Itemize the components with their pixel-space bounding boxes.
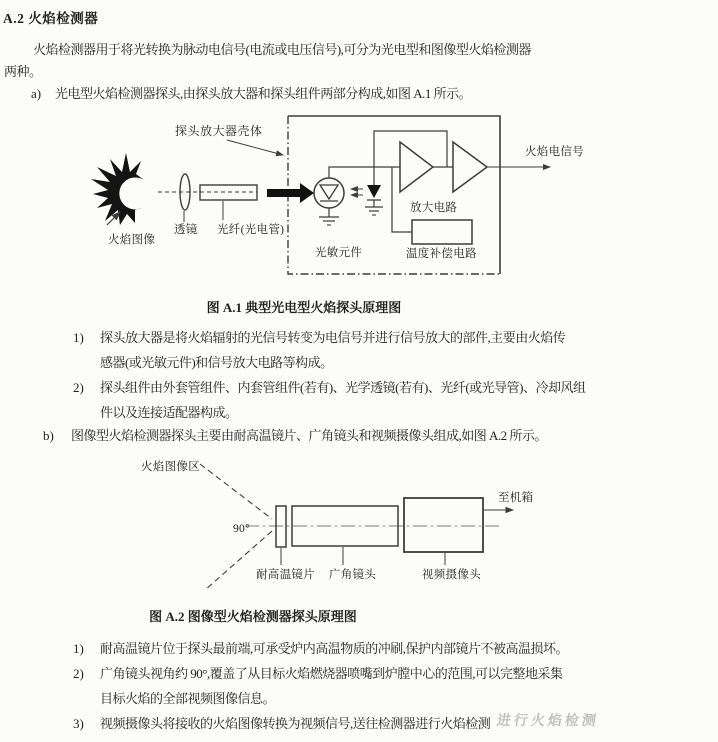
cone-upper-dashed-line	[200, 464, 272, 519]
scan-watermark: 进行火焰检测	[495, 714, 600, 729]
item-a-marker: a)	[31, 86, 42, 101]
flame-image-label: 火焰图像	[108, 234, 156, 246]
item-b-marker: b)	[43, 428, 54, 443]
temp-comp-label: 温度补偿电路	[406, 248, 477, 260]
figure-a1-caption: 图 A.1 典型光电型火焰探头原理图	[206, 300, 402, 315]
fig1-note1-line2: 感器(或光敏元件)和信号放大电路等构成。	[100, 355, 333, 370]
photodiode-symbol	[314, 178, 344, 208]
heat-lens-label: 耐高温镜片	[256, 569, 315, 581]
camera-rect	[404, 498, 483, 552]
wire-to-temp-comp	[392, 167, 412, 232]
amplifier-label: 放大电路	[410, 202, 458, 214]
fig1-note1-marker: 1)	[73, 330, 84, 345]
item-a-text: 光电型火焰检测器探头,由探头放大器和探头组件两部分构成,如图 A.1 所示。	[55, 86, 472, 101]
fig2-note2-line2: 目标火焰的全部视频图像信息。	[100, 691, 276, 706]
fiber-label: 光纤(光电管)	[217, 224, 285, 236]
amplifier-triangle-2	[453, 142, 487, 192]
flame-zone-label: 火焰图像区	[141, 461, 200, 473]
fig1-note2-line1: 探头组件由外套管组件、内套管组件(若有)、光学透镜(若有)、光纤(或光导管)、冷却风组	[100, 380, 586, 395]
light-input-arrow	[267, 183, 314, 203]
fig2-note2-marker: 2)	[73, 666, 84, 681]
fig2-note1-marker: 1)	[73, 641, 84, 656]
fig2-note1-line1: 耐高温镜片位于探头最前端,可承受炉内高温物质的冲刷,保护内部镜片不被高温损坏。	[100, 641, 569, 656]
figure-a2-caption: 图 A.2 图像型火焰检测器探头原理图	[149, 609, 357, 624]
fig2-note2-line1: 广角镜头视角约 90°,覆盖了从目标火焰燃烧器喷嘴到炉膛中心的范围,可以完整地采集	[100, 666, 563, 681]
section-heading: A.2 火焰检测器	[3, 11, 99, 26]
fig2-note3-marker: 3)	[73, 716, 84, 731]
camera-label: 视频摄像头	[422, 569, 481, 581]
amplifier-triangle-1	[400, 142, 433, 192]
output-signal-label: 火焰电信号	[525, 146, 584, 158]
figure-a2-diagram	[130, 453, 550, 593]
photo-element-label: 光敏元件	[315, 247, 363, 259]
housing-label: 探头放大器壳体	[175, 124, 263, 138]
comp-diode-triangle	[367, 185, 381, 198]
cone-lower-dashed-line	[205, 531, 272, 590]
intro-line-2: 两种。	[4, 64, 42, 79]
angle-label: 90°	[233, 523, 250, 535]
to-cabinet-label: 至机箱	[498, 492, 534, 504]
wide-lens-label: 广角镜头	[329, 569, 377, 581]
lens-label: 透镜	[174, 224, 198, 236]
wire-comp-diode-rail	[374, 131, 447, 185]
item-b-text: 图像型火焰检测器探头主要由耐高温镜片、广角镜头和视频摄像头组成,如图 A.2 所示。	[71, 428, 547, 443]
wire-photodiode-to-amp	[329, 167, 400, 178]
figure-a1-diagram	[70, 110, 590, 290]
photodiode-triangle	[320, 185, 338, 199]
fig1-note1-line1: 探头放大器是将火焰辐射的光信号转变为电信号并进行信号放大的部件,主要由火焰传	[100, 330, 566, 345]
fig2-note3-line1: 视频摄像头将接收的火焰图像转换为视频信号,送往检测器进行火焰检测	[100, 716, 491, 731]
housing-leader-arrow	[227, 140, 283, 155]
fig1-note2-marker: 2)	[73, 380, 84, 395]
temp-comp-box	[412, 220, 472, 244]
intro-line-1: 火焰检测器用于将光转换为脉动电信号(电流或电压信号),可分为光电型和图像型火焰检测器	[33, 42, 531, 57]
fig1-note2-line2: 件以及连接适配器构成。	[100, 405, 238, 420]
